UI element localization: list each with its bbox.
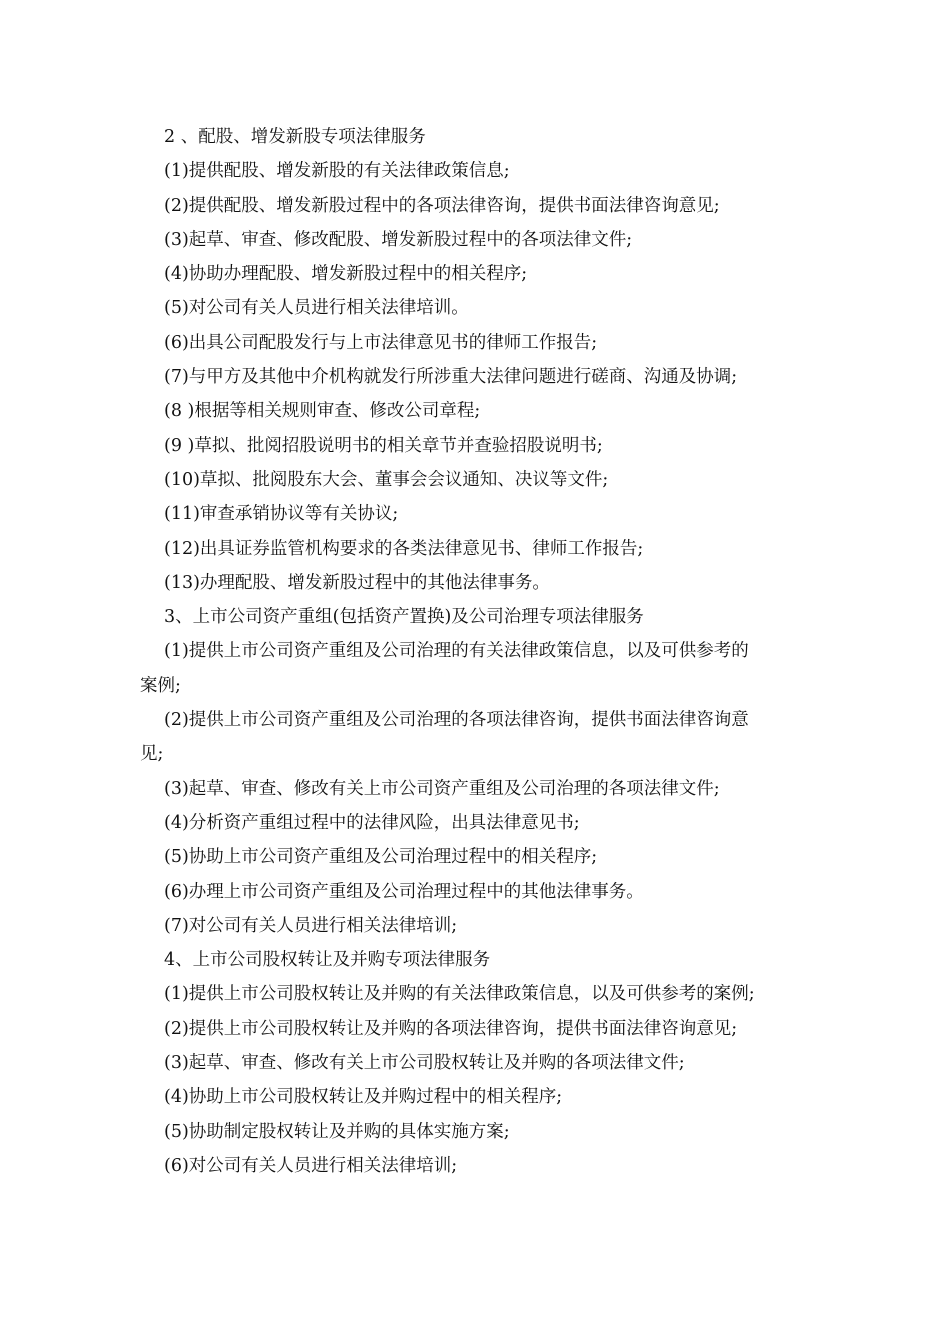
list-item: (13)办理配股、增发新股过程中的其他法律事务。 [164,572,550,593]
list-item: (1)提供上市公司股权转让及并购的有关法律政策信息，以及可供参考的案例; [164,984,755,1005]
list-item: (2)提供上市公司股权转让及并购的各项法律咨询，提供书面法律咨询意见; [164,1018,738,1039]
list-item-continuation: 案例; [140,675,181,696]
list-item: (2)提供上市公司资产重组及公司治理的各项法律咨询，提供书面法律咨询意 [164,710,749,731]
section-heading: 3、上市公司资产重组(包括资产置换)及公司治理专项法律服务 [164,607,644,628]
list-item: (4)协助上市公司股权转让及并购过程中的相关程序; [164,1087,563,1108]
section-heading: 2 、配股、增发新股专项法律服务 [164,127,426,147]
list-item: (5)协助制定股权转让及并购的具体实施方案; [164,1121,510,1142]
list-item: (6)办理上市公司资产重组及公司治理过程中的其他法律事务。 [164,881,644,902]
section-heading: 4、上市公司股权转让及并购专项法律服务 [164,950,491,971]
list-item: (6)出具公司配股发行与上市法律意见书的律师工作报告; [164,332,598,353]
list-item: (7)对公司有关人员进行相关法律培训; [164,915,458,936]
list-item: (3)起草、审查、修改配股、增发新股过程中的各项法律文件; [164,229,633,250]
list-item: (5)对公司有关人员进行相关法律培训。 [164,298,469,319]
document-body [140,120,820,1183]
list-item: (6)对公司有关人员进行相关法律培训; [164,1155,458,1176]
list-item: (7)与甲方及其他中介机构就发行所涉重大法律问题进行磋商、沟通及协调; [164,367,738,388]
list-item: (5)协助上市公司资产重组及公司治理过程中的相关程序; [164,847,598,868]
list-item: (3)起草、审查、修改有关上市公司股权转让及并购的各项法律文件; [164,1053,685,1074]
list-item: (9 )草拟、批阅招股说明书的相关章节并查验招股说明书; [164,435,603,456]
list-item: (1)提供上市公司资产重组及公司治理的有关法律政策信息，以及可供参考的 [164,641,749,662]
list-item: (11)审查承销协议等有关协议; [164,504,399,525]
list-item: (4)分析资产重组过程中的法律风险，出具法律意见书; [164,812,580,833]
list-item: (2)提供配股、增发新股过程中的各项法律咨询，提供书面法律咨询意见; [164,195,720,216]
list-item: (3)起草、审查、修改有关上市公司资产重组及公司治理的各项法律文件; [164,778,720,799]
list-item-continuation: 见; [140,744,164,765]
list-item: (10)草拟、批阅股东大会、董事会会议通知、决议等文件; [164,469,609,490]
list-item: (8 )根据等相关规则审查、修改公司章程; [164,401,481,422]
list-item: (12)出具证券监管机构要求的各类法律意见书、律师工作报告; [164,538,644,559]
list-item: (1)提供配股、增发新股的有关法律政策信息; [164,161,510,182]
list-item: (4)协助办理配股、增发新股过程中的相关程序; [164,264,528,285]
